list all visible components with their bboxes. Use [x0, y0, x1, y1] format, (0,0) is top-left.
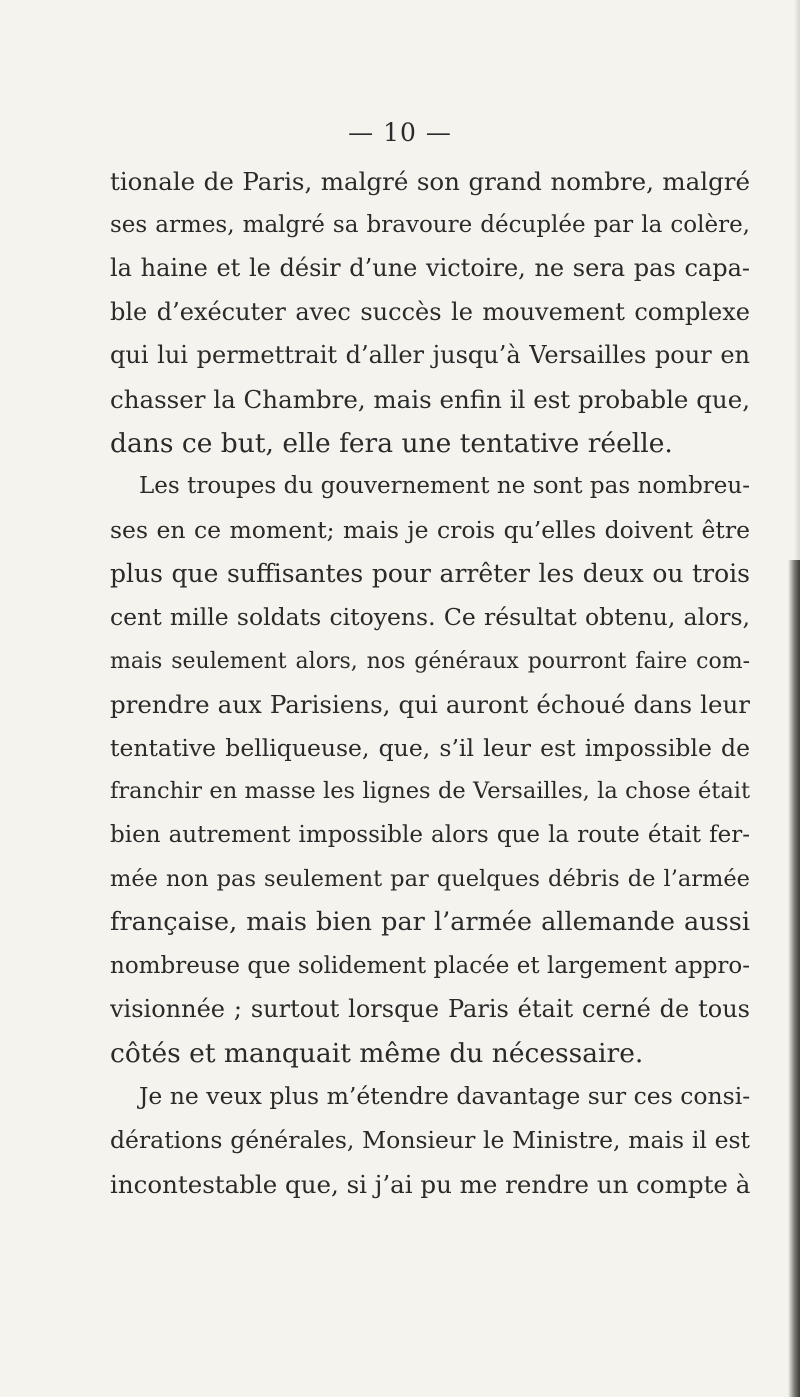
- text-line: prendre aux Parisiens, qui auront échoué dans leur: [110, 690, 750, 720]
- text-line: Les troupes du gouvernement ne sont pas nombreu-: [139, 473, 750, 500]
- page-number: — 10 —: [348, 118, 452, 147]
- text-line: française, mais bien par l’armée allemande aussi: [110, 907, 750, 938]
- text-line: plus que suffisantes pour arrêter les deux ou trois: [110, 559, 750, 589]
- body-text: [110, 160, 750, 1206]
- text-line: nombreuse que solidement placée et largement appro-: [110, 952, 750, 979]
- page-edge-shadow: [788, 560, 800, 1397]
- text-line: Je ne veux plus m’étendre davantage sur ces consi-: [139, 1082, 750, 1111]
- text-line: ses armes, malgré sa bravoure décuplée par la colère,: [110, 211, 750, 238]
- text-line: ses en ce moment; mais je crois qu’elles doivent être: [110, 515, 750, 544]
- text-line: qui lui permettrait d’aller jusqu’à Versailles pour en: [110, 341, 750, 370]
- text-line: mais seulement alors, nos généraux pourront faire com-: [110, 648, 750, 674]
- page-edge-shadow-top: [794, 0, 800, 560]
- text-line: dans ce but, elle fera une tentative réelle.: [110, 427, 673, 459]
- text-line: tionale de Paris, malgré son grand nombre, malgré: [110, 167, 750, 196]
- text-line: bien autrement impossible alors que la route était fer-: [110, 821, 750, 848]
- text-line: franchir en masse les lignes de Versailles, la chose était: [110, 778, 750, 805]
- text-line: mée non pas seulement par quelques débris de l’armée: [110, 865, 750, 892]
- text-line: la haine et le désir d’une victoire, ne sera pas capa-: [110, 254, 750, 283]
- text-line: ble d’exécuter avec succès le mouvement complexe: [110, 297, 750, 326]
- text-line: côtés et manquait même du nécessaire.: [110, 1037, 644, 1069]
- text-line: dérations générales, Monsieur le Ministre, mais il est: [110, 1126, 750, 1155]
- text-line: cent mille soldats citoyens. Ce résultat obtenu, alors,: [110, 602, 750, 631]
- text-line: chasser la Chambre, mais enfin il est probable que,: [110, 384, 750, 414]
- text-line: visionnée ; surtout lorsque Paris était cerné de tous: [110, 995, 750, 1024]
- text-line: tentative belliqueuse, que, s’il leur est impossible de: [110, 733, 750, 762]
- text-line: incontestable que, si j’ai pu me rendre un compte à: [110, 1169, 750, 1199]
